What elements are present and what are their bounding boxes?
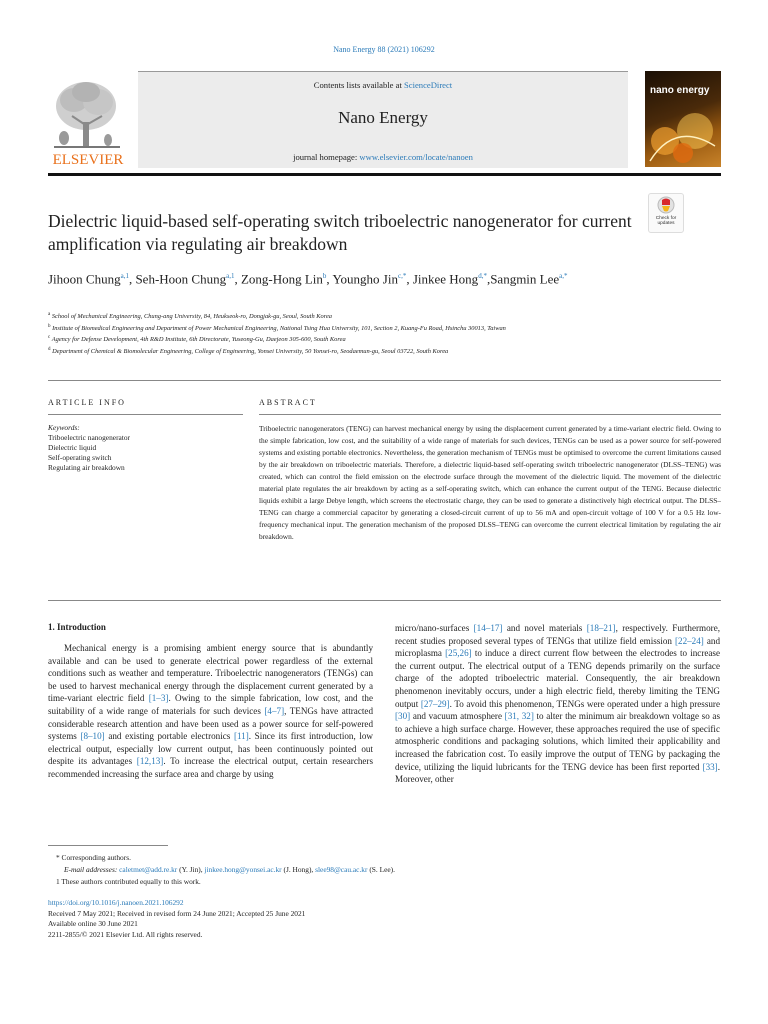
author-affiliation-marker[interactable]: a,1	[120, 272, 129, 280]
citation-link[interactable]: [27–29]	[420, 698, 450, 709]
body-text: and microplasma	[395, 635, 720, 659]
crossmark-icon	[649, 194, 683, 216]
author-separator: ,	[326, 271, 333, 287]
homepage-prefix: journal homepage:	[293, 152, 360, 162]
affiliation	[48, 322, 648, 334]
elsevier-tree-icon	[48, 72, 128, 168]
citation-link[interactable]: [11]	[233, 731, 249, 742]
keyword: Regulating air breakdown	[48, 463, 125, 472]
article-info-heading: ARTICLE INFO	[48, 398, 126, 407]
cover-title: nano energy	[650, 85, 710, 96]
body-text: and vacuum atmosphere	[410, 711, 505, 722]
keyword: Self-operating switch	[48, 453, 112, 462]
affiliation-text: School of Mechanical Engineering, Chung-ang University, 84, Heukseok-ro, Dongjak-gu, Seoul, South Korea	[51, 313, 332, 321]
author-separator: ,	[406, 271, 413, 287]
journal-cover-thumbnail[interactable]	[645, 71, 721, 167]
affiliation	[48, 345, 648, 357]
body-text: and existing portable electronics	[104, 731, 234, 742]
author-name[interactable]: Youngho Jin	[332, 271, 398, 287]
homepage-link[interactable]: www.elsevier.com/locate/nanoen	[359, 152, 473, 162]
received-dates: Received 7 May 2021; Received in revised form 24 June 2021; Accepted 25 June 2021	[48, 908, 306, 918]
body-text: . To avoid this phenomenon, TENGs were operated under a high pressure	[449, 698, 720, 709]
body-text: , respectively. Furthermore, recent studies proposed several types of TENGs that utilize field emission	[395, 623, 720, 646]
body-text: and novel materials	[502, 623, 587, 633]
footnotes	[48, 852, 648, 888]
body-text: , TENGs have attracted considerable research attention and have been used as a power source for self-powered systems	[48, 705, 373, 742]
copyright: 2211-2855/© 2021 Elsevier Ltd. All rights reserved.	[48, 929, 203, 939]
affiliation-key: c	[48, 335, 51, 341]
corresponding-note: * Corresponding authors.	[56, 853, 131, 862]
author-name[interactable]: Jihoon Chung	[48, 271, 121, 287]
affiliation-key: a	[48, 312, 51, 317]
abstract-end-divider	[48, 600, 721, 601]
body-text: to induce a direct current flow between the electrodes to increase the current output. The electrical output of a TENG depends primarily on the surface charge of the adopted triboelectric material. Consequently, the air breakdown phenomenon inevitably occurs, under a high electric field, thereby limiting the TENG output	[395, 648, 720, 709]
body-column-left	[48, 642, 373, 781]
citation-link[interactable]: [22–24]	[675, 635, 704, 646]
body-text: micro/nano-surfaces	[395, 623, 474, 633]
sciencedirect-link[interactable]: ScienceDirect	[404, 80, 453, 90]
citation-link[interactable]: [25,26]	[445, 648, 472, 659]
citation-link[interactable]: [1–3]	[148, 693, 169, 704]
footnote-divider	[48, 845, 168, 846]
citation-link[interactable]: [14–17]	[473, 623, 503, 633]
author-affiliation-marker[interactable]: a,*	[559, 272, 568, 280]
citation-link[interactable]: [33]	[702, 761, 718, 772]
affiliation-text: Institute of Biomedical Engineering and Department of Power Mechanical Engineering, National Tsing Hua University, 101, Section 2, Kuang-Fu Road, Hsinchu 30013, Taiwan	[52, 324, 506, 332]
email-addresses	[48, 864, 648, 876]
affiliation-text: Department of Chemical & Biomolecular Engineering, College of Engineering, Yonsei University, 50 Yonsei-ro, Seodaemun-gu, Seoul 03722, South Korea	[52, 348, 449, 356]
email-link[interactable]: slee98@cau.ac.kr	[315, 865, 368, 874]
author-separator: ,	[486, 271, 491, 287]
journal-reference[interactable]: Nano Energy 88 (2021) 106292	[333, 45, 435, 54]
body-text: . Owing to the simple fabrication, low cost, and the suitability of a wide range of materials for such devices	[48, 693, 373, 716]
affiliation-key: d	[48, 347, 51, 353]
author-list	[48, 268, 698, 287]
body-text: . Moreover, other	[395, 761, 720, 785]
keywords-label: Keywords:	[48, 423, 80, 432]
body-text: . To increase the electrical output, certain researchers recommended increasing the surface area and charge by using	[48, 756, 374, 779]
equal-contribution-note: 1 These authors contributed equally to this work.	[56, 877, 201, 886]
citation-link[interactable]: [31, 32]	[504, 711, 534, 722]
author-affiliation-marker[interactable]: d,*	[478, 272, 487, 280]
masthead-divider	[48, 173, 721, 176]
citation-link[interactable]: [18–21]	[586, 623, 616, 633]
affiliation-list	[48, 310, 648, 357]
citation-link[interactable]: [8–10]	[80, 731, 105, 742]
affiliation-text: Agency for Defense Development, 4th R&D Institute, 6th Directorate, Yuseong-Gu, Daejeon 305-600, South Korea	[51, 336, 346, 344]
available-online: Available online 30 June 2021	[48, 919, 138, 928]
homepage-line	[138, 152, 628, 162]
email-owner: (Y. Jin),	[177, 865, 205, 874]
author-name[interactable]: Sangmin Lee	[490, 271, 560, 287]
crossmark-button[interactable]	[648, 193, 684, 233]
article-metadata	[48, 898, 648, 940]
body-text: to alter the minimum air breakdown voltage so as to achieve a high surface charge. However, these approaches required the use of specific atmospheric conditions and packaging solutions, which limited their applicability and increased the fabrication cost. To easily improve the output of TENG by packaging the device, utilizing the liquid lubricants for the TENG device has been first reported	[395, 711, 720, 772]
keyword: Triboelectric nanogenerator	[48, 433, 131, 442]
contents-line	[138, 80, 628, 90]
author-name[interactable]: Zong-Hong Lin	[240, 271, 323, 287]
citation-link[interactable]: [4–7]	[264, 705, 285, 716]
email-owner: (J. Hong),	[281, 865, 316, 874]
body-column-right	[395, 622, 720, 786]
citation-link[interactable]: [12,13]	[136, 756, 164, 767]
email-owner: (S. Lee).	[367, 865, 395, 874]
publisher-name: ELSEVIER	[52, 152, 124, 168]
email-link[interactable]: caletmet@add.re.kr	[119, 865, 178, 874]
author-affiliation-marker[interactable]: a,1	[226, 272, 235, 280]
crossmark-label: Check for updates	[655, 216, 677, 226]
affiliation	[48, 310, 648, 322]
doi-link[interactable]: https://doi.org/10.1016/j.nanoen.2021.106292	[48, 898, 184, 907]
journal-title[interactable]: Nano Energy	[338, 108, 428, 127]
body-text: Mechanical energy is a promising ambient energy source that is abundantly available and can be used to generate electrical power regardless of the external conditions such as weather and temperature. Triboelectric nanogenerators (TENGs) can be used to harvest mechanical energy through the displacement current generated by a time-variant electric field	[48, 643, 373, 704]
author-affiliation-marker[interactable]: c,*	[397, 272, 407, 280]
abstract-divider	[259, 414, 721, 415]
body-text: . Since its first introduction, low electrical output, especially low current output, has been continuously pointed out despite its advantages	[48, 731, 373, 767]
masthead	[138, 71, 628, 168]
affiliation-key: b	[48, 323, 51, 329]
abstract-heading: ABSTRACT	[259, 398, 317, 407]
author-separator: ,	[128, 271, 136, 287]
elsevier-logo[interactable]	[48, 72, 128, 168]
cover-art-icon	[645, 101, 721, 167]
keywords-block	[48, 423, 248, 473]
affiliation	[48, 333, 648, 345]
email-link[interactable]: jinkee.hong@yonsei.ac.kr	[204, 865, 282, 874]
keyword: Dielectric liquid	[48, 443, 97, 452]
section-divider	[48, 380, 721, 381]
section-heading-introduction: 1. Introduction	[48, 622, 106, 632]
author-affiliation-marker[interactable]: b	[322, 272, 327, 280]
article-info-divider	[48, 414, 243, 415]
abstract-text: Triboelectric nanogenerators (TENG) can harvest mechanical energy by using the displacement current generated by a time-variant electric field. Owing to the simple fabrication, low cost, and the suitability of a wide range of materials for such devices, TENGs can be used as a power source for self-powered systems and existing portable electronics. Nevertheless, the generation mechanism of TENGs must be optimised to overcome the current limitations caused by the air breakdown on triboelectric materials. Therefore, a dielectric liquid-based self-operating switch triboelectric nanogenerator (DLSS–TENG) was created, which can control the field emission on the electrode surface through the movement of the dielectric liquid. The movement of the dielectric material plate regulates the air breakdown by acting as a self-operating switch, which can enhance the current output of the TENG. Because dielectric liquids exhibit a large Debye length, which screens the electrostatic charge, they can be used to generate a distinctively high electrical output. The DLSS–TENG can charge a commercial capacitor by generating a closed-circuit current of up to 56 mA and open-circuit voltage of 100 V for a 0.5 Hz low-frequency mechanical input. The generation mechanism of the proposed DLSS–TENG can overcome the current electrical limitation by regulating the air breakdown.	[259, 424, 721, 541]
contents-prefix: Contents lists available at	[313, 80, 404, 90]
author-name[interactable]: Seh-Hoon Chung	[135, 271, 227, 287]
email-label: E-mail addresses:	[64, 865, 120, 874]
citation-link[interactable]: [30]	[395, 711, 411, 722]
author-separator: ,	[234, 271, 241, 287]
article-title: Dielectric liquid-based self-operating switch triboelectric nanogenerator for current amplification via regulating air breakdown	[48, 211, 632, 254]
author-name[interactable]: Jinkee Hong	[412, 271, 479, 287]
